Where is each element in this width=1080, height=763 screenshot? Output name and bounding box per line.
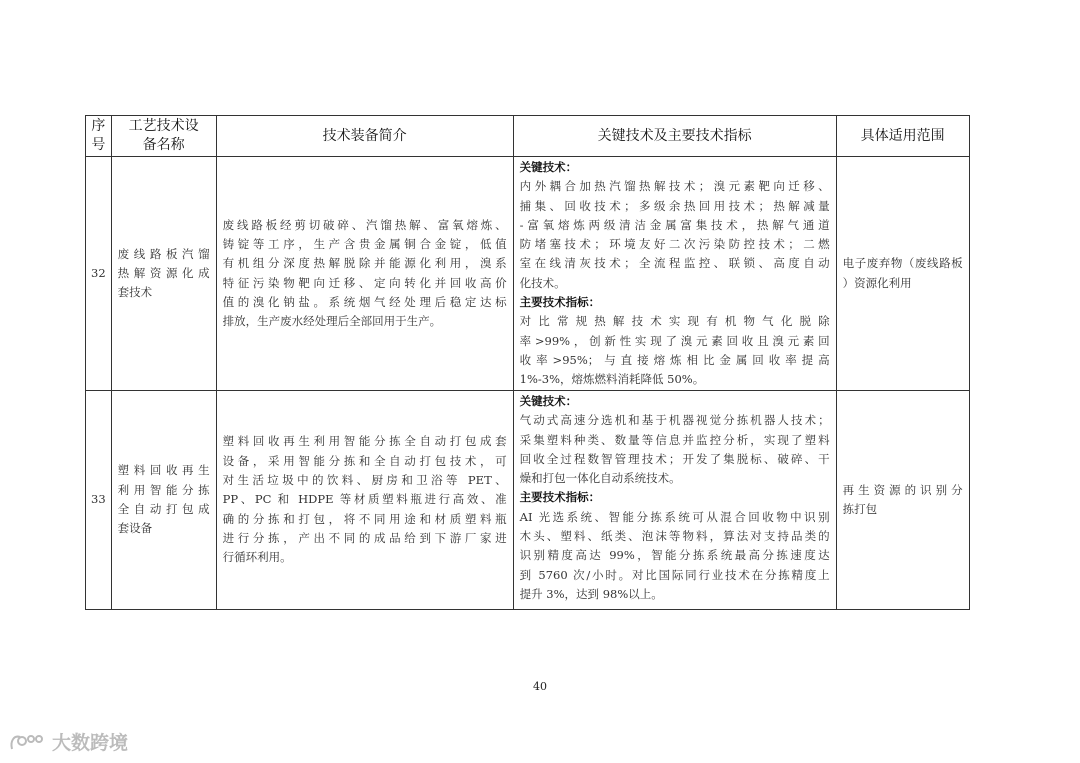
table-header-row <box>86 116 970 157</box>
text-line: 率>99%，创新性实现了溴元素回收且溴元素回 <box>519 333 830 348</box>
text-line: 气动式高速分选机和基于机器视觉分拣机器人技术； <box>519 413 830 428</box>
text-line: 对比常规热解技术实现有机物气化脱除 <box>519 314 830 329</box>
key-tech-label: 关键技术： <box>519 394 578 408</box>
header-name <box>111 116 216 157</box>
text-line: 塑料回收再生利用智能分拣全自动打包成套 <box>222 434 507 449</box>
text-line: 燥和打包一体化自动系统技术。 <box>519 471 681 486</box>
text-line: 室在线清灰技术；全流程监控、联锁、高度自动 <box>519 256 830 271</box>
text-line: 套设备 <box>117 521 153 536</box>
watermark-text: 大数跨境 <box>52 732 129 754</box>
text-line: 废线路板经剪切破碎、汽馏热解、富氧熔炼、 <box>222 217 507 232</box>
text-line: 内外耦合加热汽馏热解技术；溴元素靶向迁移、 <box>519 179 830 194</box>
serial-number: 32 <box>86 157 112 391</box>
header-intro: 技术装备简介 <box>216 116 513 157</box>
text-line: 化技术。 <box>519 275 566 290</box>
text-line: 回收全过程数智管理技术；开发了集脱标、破碎、干 <box>519 451 830 466</box>
application-scope <box>836 157 969 391</box>
header-key-tech: 关键技术及主要技术指标 <box>513 116 836 157</box>
header-line: 号 <box>91 137 106 153</box>
text-line: 值的溴化钠盐。系统烟气经处理后稳定达标 <box>222 294 507 309</box>
text-line: 确的分拣和打包，将不同用途和材质塑料瓶 <box>222 511 507 526</box>
text-line: 捕集、回收技术；多级余热回用技术；热解减量 <box>519 198 830 213</box>
text-line: 防堵塞技术；环境友好二次污染防控技术；二燃 <box>519 237 830 252</box>
text-line: 木头、塑料、纸类、泡沫等物料，算法对支持品类的 <box>519 529 830 544</box>
text-line: 对生活垃圾中的饮料、厨房和卫浴等 PET、 <box>222 473 507 488</box>
text-line: 拣打包 <box>842 502 878 516</box>
text-line: 到 5760 次/小时。对比国际同行业技术在分拣精度上 <box>519 567 830 582</box>
watermark <box>8 728 128 755</box>
text-line: 热解资源化成 <box>117 265 210 280</box>
watermark-logo-icon <box>8 731 48 753</box>
text-line: 识别精度高达 99%，智能分拣系统最高分拣速度达 <box>519 548 830 563</box>
key-technology <box>513 391 836 610</box>
text-line: AI 光选系统、智能分拣系统可从混合回收物中识别 <box>519 509 830 524</box>
equipment-intro <box>216 157 513 391</box>
text-line: 收率>95%；与直接熔炼相比金属回收率提高 <box>519 352 830 367</box>
application-scope <box>836 391 969 610</box>
equipment-intro <box>216 391 513 610</box>
text-line: ）资源化利用 <box>842 275 912 290</box>
header-line: 工艺技术设 <box>128 118 199 134</box>
text-line: 废线路板汽馏 <box>117 246 210 261</box>
text-line: 有机组分深度热解脱除并能源化利用，溴系 <box>222 256 507 271</box>
header-line: 序 <box>91 118 106 134</box>
text-line: 塑料回收再生 <box>117 463 210 478</box>
text-line: 设备，采用智能分拣和全自动打包技术，可 <box>222 453 507 468</box>
text-line: 电子废弃物（废线路板 <box>842 256 963 271</box>
page-number: 40 <box>533 680 547 693</box>
serial-number: 33 <box>86 391 112 610</box>
equipment-name <box>111 391 216 610</box>
header-serial <box>86 116 112 157</box>
metrics-label: 主要技术指标： <box>519 490 601 505</box>
header-line: 备名称 <box>142 137 185 153</box>
text-line: 行循环利用。 <box>222 550 292 565</box>
text-line: -富氧熔炼两级清洁金属富集技术，热解气通道 <box>519 217 830 232</box>
text-line: 套技术 <box>117 285 153 300</box>
table-row <box>86 157 970 391</box>
equipment-name <box>111 157 216 391</box>
technology-table <box>85 115 970 610</box>
text-line: 排放，生产废水经处理后全部回用于生产。 <box>222 314 442 329</box>
text-line: 提升 3%，达到 98%以上。 <box>519 586 663 601</box>
text-line: 利用智能分拣 <box>117 482 210 497</box>
text-line: 再生资源的识别分 <box>842 482 963 497</box>
table-row <box>86 391 970 610</box>
text-line: 铸锭等工序，生产含贵金属铜合金锭，低值 <box>222 236 507 251</box>
key-tech-label: 关键技术： <box>519 160 578 174</box>
metrics-label: 主要技术指标： <box>519 295 601 310</box>
header-scope: 具体适用范围 <box>836 116 969 157</box>
text-line: 进行分拣，产出不同的成品给到下游厂家进 <box>222 530 507 545</box>
text-line: 采集塑料种类、数量等信息并监控分析，实现了塑料 <box>519 432 830 447</box>
text-line: 特征污染物靶向迁移、定向转化并回收高价 <box>222 275 507 290</box>
text-line: 1%-3%，熔炼燃料消耗降低 50%。 <box>519 372 705 387</box>
key-technology <box>513 157 836 391</box>
text-line: PP、PC 和 HDPE 等材质塑料瓶进行高效、准 <box>222 492 507 507</box>
text-line: 全自动打包成 <box>117 502 210 516</box>
